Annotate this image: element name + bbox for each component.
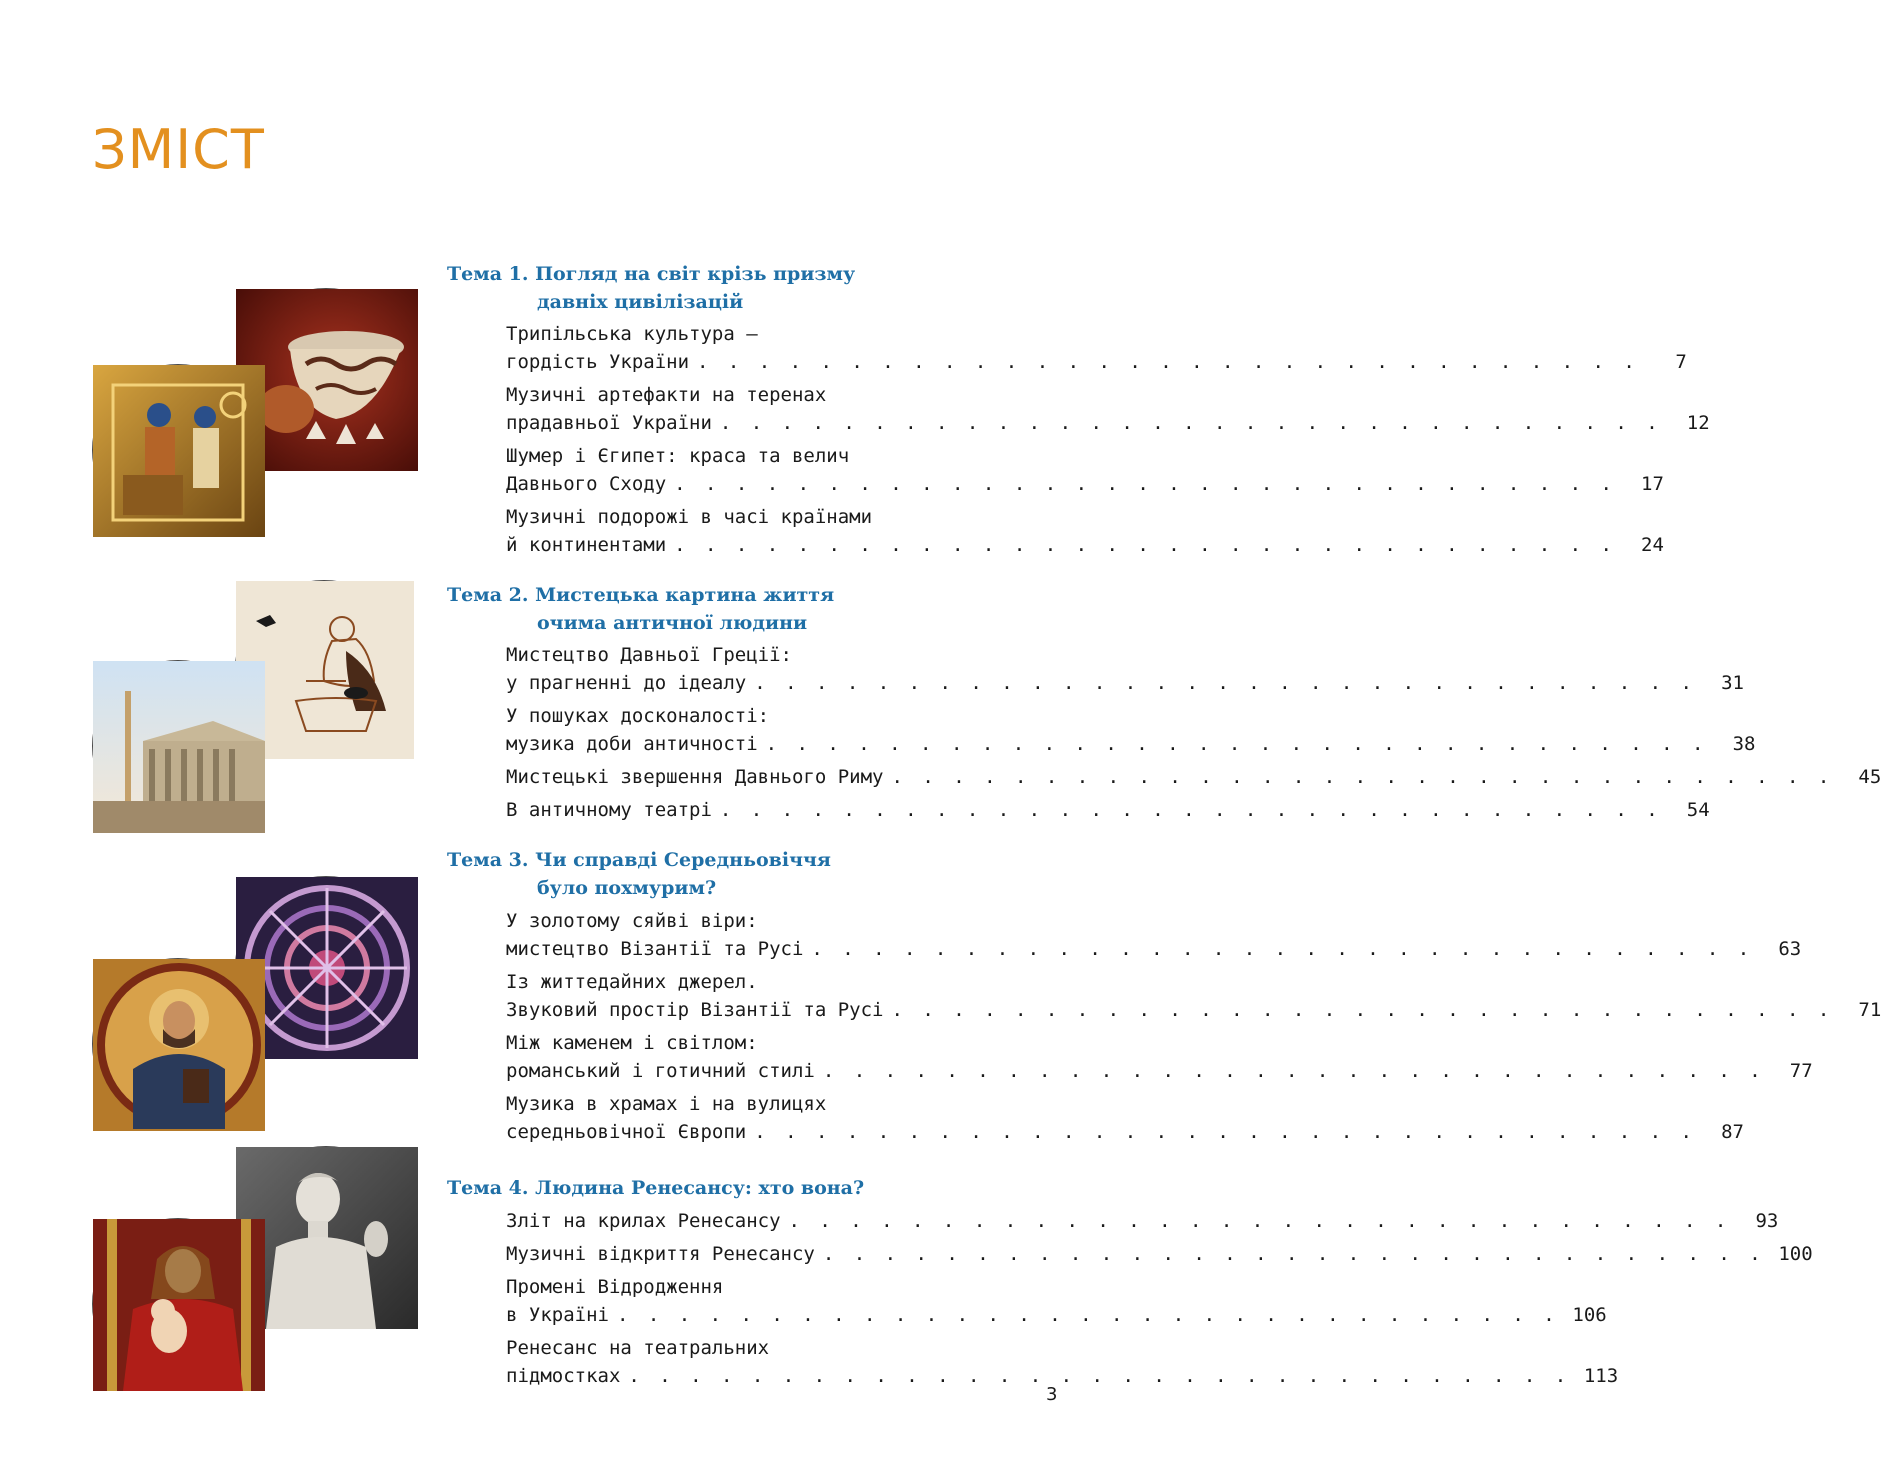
toc-page-number: 17 [1641, 473, 1664, 495]
toc-entry-title: Музичні подорожі в часі країнами [506, 506, 873, 528]
toc-entry-title: у прагненні до ідеалу [506, 672, 747, 694]
toc-entry-title: Між каменем і світлом: [506, 1032, 758, 1054]
page-title: ЗМІСТ [92, 118, 265, 181]
toc-page-number: 113 [1583, 1365, 1619, 1387]
leader-dots: . . . . . . . . . . . . . . . . . . . . . . . . . . . . . . . [674, 473, 1616, 495]
topic-heading-line: Тема 1. Погляд на світ крізь призму [447, 263, 856, 285]
leader-dots: . . . . . . . . . . . . . . . . . . . . . . . . . . . . . . . [719, 799, 1662, 821]
toc-entry[interactable] [506, 1029, 1813, 1085]
toc-entry-title: Промені Відродження [506, 1276, 724, 1298]
toc-entry[interactable] [506, 1334, 1619, 1390]
toc-entry[interactable] [506, 381, 1710, 437]
toc-page-number: 7 [1675, 351, 1687, 373]
toc-entry-title: В античному театрі [506, 799, 712, 821]
topic-heading [447, 581, 1087, 637]
leader-dots: . . . . . . . . . . . . . . . . . . . . . . . . . . . . . . . [891, 766, 1834, 788]
topic-heading-line: Тема 3. Чи справді Середньовіччя [447, 849, 831, 871]
toc-entry-title: й континентами [506, 534, 667, 556]
toc-entry-title: підмостках [506, 1365, 621, 1387]
toc-page-number: 45 [1858, 766, 1881, 788]
toc-page-number: 93 [1755, 1210, 1779, 1232]
leader-dots: . . . . . . . . . . . . . . . . . . . . . . . . . . . . . . . [822, 1060, 1765, 1082]
toc-entry-title: гордість України [506, 351, 690, 373]
toc-entry[interactable] [506, 320, 1687, 376]
leader-dots: . . . . . . . . . . . . . . . . . . . . . . . . . . . . . . . [811, 938, 1754, 960]
toc-entry-title: мистецтво Візантії та Русі [506, 938, 804, 960]
toc-entry[interactable] [506, 968, 1881, 1024]
leader-dots: . . . . . . . . . . . . . . . . . . . . . . . . . . . . . . . [628, 1365, 1571, 1387]
toc-entry-title: У золотому сяйві віри: [506, 910, 758, 932]
toc-entry-title: Із життедайних джерел. [506, 971, 758, 993]
toc-page-number: 100 [1778, 1243, 1813, 1265]
toc-page-number: 71 [1858, 999, 1881, 1021]
topic-heading [447, 1174, 1087, 1202]
toc-page-number: 38 [1732, 733, 1756, 755]
toc-entry[interactable] [506, 1240, 1813, 1268]
topic-heading-line: очима античної людини [537, 612, 808, 634]
toc-entry-title: Звуковий простір Візантії та Русі [506, 999, 884, 1021]
toc-entry[interactable] [506, 503, 1664, 559]
toc-entry-title: Музичні відкриття Ренесансу [506, 1243, 815, 1265]
toc-entry-title: Мистецькі звершення Давнього Риму [506, 766, 884, 788]
leader-dots: . . . . . . . . . . . . . . . . . . . . . . . . . . . . . . . [765, 733, 1708, 755]
toc-page-number: 87 [1721, 1121, 1744, 1143]
toc-entry[interactable] [506, 763, 1881, 791]
topic-heading-line: було похмурим? [537, 877, 717, 899]
toc-entry[interactable] [506, 702, 1756, 758]
topic-heading-line: Тема 2. Мистецька картина життя [447, 584, 835, 606]
toc-entry-title: Зліт на крилах Ренесансу [506, 1210, 781, 1232]
toc-entry-title: середньовічної Європи [506, 1121, 747, 1143]
toc-page-number: 77 [1789, 1060, 1813, 1082]
toc-page-number: 24 [1641, 534, 1664, 556]
toc-entry-title: Ренесанс на театральних [506, 1337, 770, 1359]
toc-entry-title: У пошуках досконалості: [506, 705, 770, 727]
toc-entry-title: музика доби античності [506, 733, 758, 755]
toc-entry-title: Шумер і Єгипет: краса та велич [506, 445, 850, 467]
toc-page-number: 12 [1686, 412, 1710, 434]
toc-entry[interactable] [506, 442, 1664, 498]
topic-heading [447, 260, 1087, 316]
toc-entry-title: Мистецтво Давньої Греції: [506, 644, 792, 666]
toc-entry[interactable] [506, 1207, 1779, 1235]
toc-page-number: 106 [1572, 1304, 1607, 1326]
topic-heading-line: давніх цивілізацій [537, 291, 744, 313]
leader-dots: . . . . . . . . . . . . . . . . . . . . . . . . . . . . . . . [674, 534, 1616, 556]
toc-entry-title: Музичні артефакти на теренах [506, 384, 827, 406]
toc-entry[interactable] [506, 1090, 1744, 1146]
toc-entry-title: романський і готичний стилі [506, 1060, 815, 1082]
leader-dots: . . . . . . . . . . . . . . . . . . . . . . . . . . . . . . . [822, 1243, 1765, 1265]
page-number: 3 [1046, 1384, 1058, 1405]
leader-dots: . . . . . . . . . . . . . . . . . . . . . . . . . . . . . . . [754, 672, 1696, 694]
leader-dots: . . . . . . . . . . . . . . . . . . . . . . . . . . . . . . . [616, 1304, 1559, 1326]
toc-entry-title: в Україні [506, 1304, 609, 1326]
leader-dots: . . . . . . . . . . . . . . . . . . . . . . . . . . . . . . . [719, 412, 1662, 434]
toc-entry[interactable] [506, 907, 1802, 963]
toc-entry[interactable] [506, 796, 1710, 824]
leader-dots: . . . . . . . . . . . . . . . . . . . . . . . . . . . . . . . [891, 999, 1834, 1021]
toc-entry-title: Трипільська культура — [506, 323, 758, 345]
toc-entry-title: прадавньої України [506, 412, 712, 434]
toc-entry-title: Музика в храмах і на вулицях [506, 1093, 827, 1115]
leader-dots: . . . . . . . . . . . . . . . . . . . . . . . . . . . . . . . [697, 351, 1639, 373]
topic-heading [447, 846, 1087, 902]
toc-entry-title: Давнього Сходу [506, 473, 667, 495]
toc-entry[interactable] [506, 641, 1744, 697]
leader-dots: . . . . . . . . . . . . . . . . . . . . . . . . . . . . . . . [754, 1121, 1696, 1143]
toc-page-number: 54 [1686, 799, 1710, 821]
toc-page-number: 31 [1721, 672, 1744, 694]
leader-dots: . . . . . . . . . . . . . . . . . . . . . . . . . . . . . . . [788, 1210, 1731, 1232]
toc-page-number: 63 [1778, 938, 1802, 960]
toc-entry[interactable] [506, 1273, 1607, 1329]
topic-heading-line: Тема 4. Людина Ренесансу: хто вона? [447, 1177, 865, 1199]
